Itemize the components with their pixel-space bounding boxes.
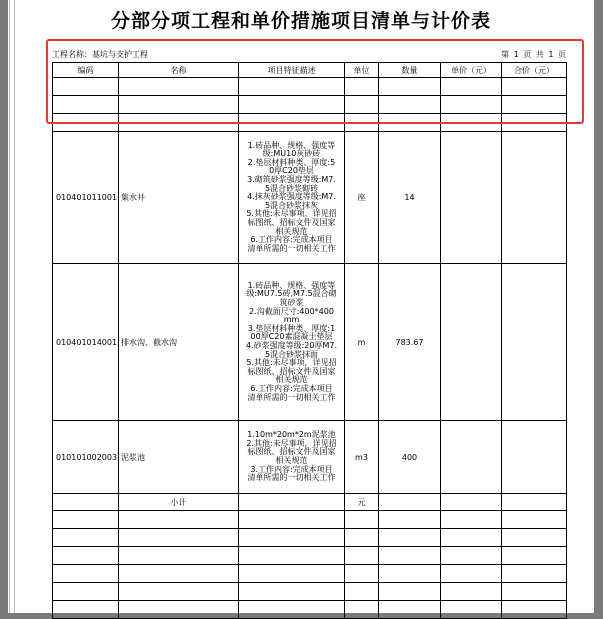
table-row	[53, 547, 567, 565]
description-line: 2.沟截面尺寸:400*400	[249, 306, 334, 316]
item-description	[239, 264, 345, 421]
description-line: 2.垫层材料种类、厚度:5	[247, 157, 336, 167]
header-quantity: 数量	[379, 63, 441, 78]
header-name: 名称	[119, 63, 239, 78]
description-line: 0厚C20垫层	[269, 166, 314, 176]
header-total-price: 合价（元）	[502, 63, 567, 78]
table-row	[53, 601, 567, 619]
description-line: 清单所需的一切相关工作	[247, 243, 336, 253]
subtotal-row	[53, 494, 567, 511]
header-unit: 单位	[345, 63, 379, 78]
description-line: 标图纸、招标文件及国家	[247, 366, 336, 376]
item-name: 集水井	[119, 132, 239, 264]
item-unit: 座	[345, 132, 379, 264]
description-line: 1.砖品种、规格、强度等	[247, 140, 336, 150]
header-code: 编码	[53, 63, 119, 78]
table-row	[53, 421, 567, 494]
table-row	[53, 132, 567, 264]
description-line: 3.工作内容:完成本项目	[250, 464, 333, 474]
description-line: 5混合砂浆抹面	[264, 349, 319, 359]
item-name: 泥浆池	[119, 421, 239, 494]
page-edge-mark	[9, 0, 10, 613]
item-quantity: 783.67	[379, 264, 441, 421]
table-row	[53, 583, 567, 601]
item-total-price	[502, 421, 567, 494]
item-unit-price	[441, 421, 502, 494]
bill-table	[52, 62, 567, 619]
page-title: 分部分项工程和单价措施项目清单与计价表	[110, 10, 491, 32]
header-unit-price: 单价（元）	[441, 63, 502, 78]
item-unit-price	[441, 132, 502, 264]
description-line: 00厚C20素混凝土垫层	[250, 332, 333, 342]
project-name: 基坑与支护工程	[92, 50, 148, 59]
item-code: 010401014001	[53, 264, 119, 421]
description-line: 级:MU10灰砂砖	[262, 149, 321, 159]
description-line: 标图纸、招标文件及国家	[247, 447, 336, 457]
description-line: 3.砌筑砂浆强度等级:M7.	[247, 175, 336, 185]
description-line: 5混合砂浆砌砖	[264, 183, 319, 193]
item-total-price	[502, 132, 567, 264]
item-total-price	[502, 264, 567, 421]
header-description: 项目特征描述	[239, 63, 345, 78]
item-description	[239, 421, 345, 494]
subtotal-label: 小计	[119, 494, 239, 511]
description-line: 2.其他:未尽事项，详见招	[246, 438, 337, 448]
description-line: 1.10m*20m*2m泥浆池	[247, 430, 336, 440]
project-name-line	[52, 49, 148, 60]
item-name: 排水沟、截水沟	[119, 264, 239, 421]
subtotal-unit: 元	[345, 494, 379, 511]
table-row	[53, 511, 567, 529]
item-code: 010101002003	[53, 421, 119, 494]
table-row	[53, 96, 567, 114]
table-row	[53, 529, 567, 547]
description-line: 3.垫层材料种类、厚度:1	[247, 323, 336, 333]
description-line: mm	[283, 315, 300, 325]
description-line: 5.其他:未尽事项，详见招	[246, 358, 337, 368]
table-row	[53, 78, 567, 96]
table-row	[53, 264, 567, 421]
table-header-row	[53, 63, 567, 78]
description-line: 相关规范	[275, 456, 308, 465]
description-line: 相关规范	[275, 226, 308, 236]
table-row	[53, 565, 567, 583]
description-line: 4.抹灰砂浆强度等级:M7.	[247, 192, 336, 202]
description-line: 4.砂浆强度等级:20厚M7.	[245, 341, 338, 350]
description-line: 级:MU7.5砖,M7.5混合砌	[246, 289, 337, 299]
description-line: 5混合砂浆抹灰	[264, 200, 319, 210]
item-unit: m3	[345, 421, 379, 494]
description-line: 标图纸、招标文件及国家	[247, 217, 336, 227]
description-line: 6.工作内容:完成本项目	[250, 383, 333, 393]
item-description	[239, 132, 345, 264]
project-label: 工程名称：	[52, 50, 92, 59]
description-line: 5.其他:未尽事项，详见招	[246, 209, 337, 219]
description-line: 相关规范	[275, 375, 308, 385]
table-row	[53, 114, 567, 132]
item-quantity: 400	[379, 421, 441, 494]
description-line: 筑砂浆	[279, 298, 304, 308]
description-line: 清单所需的一切相关工作	[247, 392, 336, 402]
item-quantity: 14	[379, 132, 441, 264]
page-info: 第 1 页 共 1 页	[501, 50, 566, 59]
document-page	[8, 0, 594, 613]
item-unit-price	[441, 264, 502, 421]
item-unit: m	[345, 264, 379, 421]
page-edge-mark	[14, 0, 15, 613]
description-line: 清单所需的一切相关工作	[247, 473, 336, 483]
description-line: 6.工作内容:完成本项目	[250, 235, 333, 245]
description-line: 1.砖品种、规格、强度等	[247, 280, 336, 290]
item-code: 010401011001	[53, 132, 119, 264]
